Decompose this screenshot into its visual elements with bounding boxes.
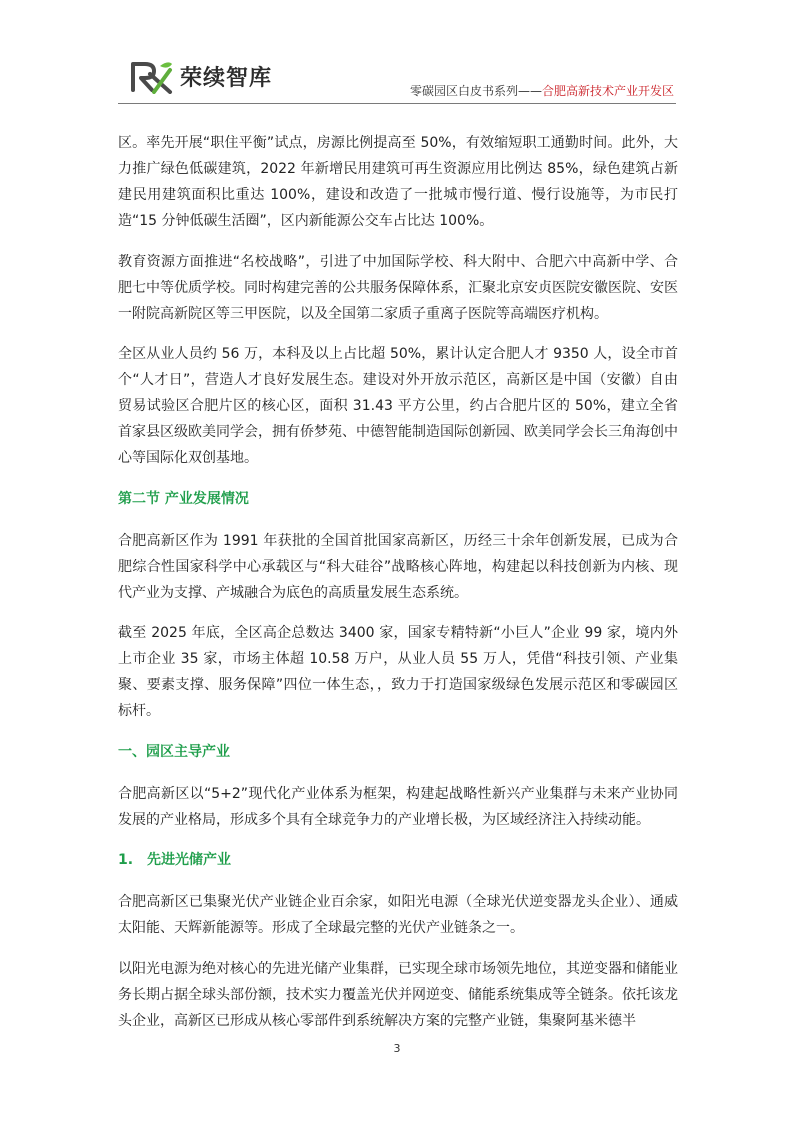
- logo-text: 荣续智库: [180, 65, 273, 91]
- paragraph: 合肥高新区已集聚光伏产业链企业百余家，如阳光电源（全球光伏逆变器龙头企业）、通威太阳能、天辉新能源等。形成了全球最完整的光伏产业链条之一。: [118, 894, 678, 936]
- paragraph: 区。率先开展“职住平衡”试点，房源比例提高至 50%，有效缩短职工通勤时间。此外，大力推广绿色低碳建筑，2022 年新增民用建筑可再生资源应用比例达 85%，绿色建筑占新建民用建筑面积比重达 100%，建设和改造了一批城市慢行道、慢行设施等，为市民打造“15 分钟低碳生活圈”，区内新能源公交车占比达 100%。: [118, 135, 678, 229]
- series-prefix: 零碳园区白皮书系列——: [409, 84, 542, 98]
- section-heading: 第二节 产业发展情况: [118, 490, 249, 507]
- paragraph: 全区从业人员约 56 万，本科及以上占比超 50%，累计认定合肥人才 9350 人，设全市首个“人才日”，营造人才良好发展生态。建设对外开放示范区，高新区是中国（安徽）自由贸易试验区合肥片区的核心区，面积 31.43 平方公里，约占合肥片区的 50%，建立全省首家县区级欧美同学会，拥有侨梦苑、中德智能制造国际创新园、欧美同学会长三角海创中心等国际化双创基地。: [118, 346, 678, 466]
- page-content: [118, 130, 678, 1048]
- paragraph: 合肥高新区以“5+2”现代化产业体系为框架，构建起战略性新兴产业集群与未来产业协同发展的产业格局，形成多个具有全球竞争力的产业增长极，为区域经济注入持续动能。: [118, 785, 678, 828]
- series-highlight: 合肥高新技术产业开发区: [541, 84, 674, 98]
- brand-logo: [130, 58, 272, 94]
- paragraph: 截至 2025 年底，全区高企总数达 3400 家，国家专精特新“小巨人”企业 99 家，境内外上市企业 35 家，市场主体超 10.58 万户，从业人员 55 万人，凭借“科技引领、产业集聚、要素支撑、服务保障”四位一体生态，，致力于打造国家级绿色发展示范区和零碳园区标杆。: [118, 625, 678, 719]
- page-header: [0, 0, 794, 110]
- subsection-heading: 一、园区主导产业: [118, 743, 230, 760]
- paragraph: 以阳光电源为绝对核心的先进光储产业集群，已实现全球市场领先地位，其逆变器和储能业务长期占据全球头部份额，技术实力覆盖光伏并网逆变、储能系统集成等全链条。依托该龙头企业，高新区已形成从核心零部件到系统解决方案的完整产业链，集聚阿基米德半: [118, 960, 678, 1029]
- item-heading: 1. 先进光储产业: [118, 852, 232, 868]
- page-number: 3: [393, 1042, 401, 1055]
- header-rule: [118, 103, 676, 104]
- paragraph: 合肥高新区作为 1991 年获批的全国首批国家高新区，历经三十余年创新发展，已成为合肥综合性国家科学中心承载区与“科大硅谷”战略核心阵地，构建起以科技创新为内核、现代产业为支撑、产城融合为底色的高质量发展生态系统。: [118, 532, 678, 601]
- rx-logo-icon: [130, 58, 174, 94]
- series-title: [410, 82, 674, 99]
- paragraph: 教育资源方面推进“名校战略”，引进了中加国际学校、科大附中、合肥六中高新中学、合肥七中等优质学校。同时构建完善的公共服务保障体系，汇聚北京安贞医院安徽医院、安医一附院高新院区等三甲医院，以及全国第二家质子重离子医院等高端医疗机构。: [118, 253, 678, 322]
